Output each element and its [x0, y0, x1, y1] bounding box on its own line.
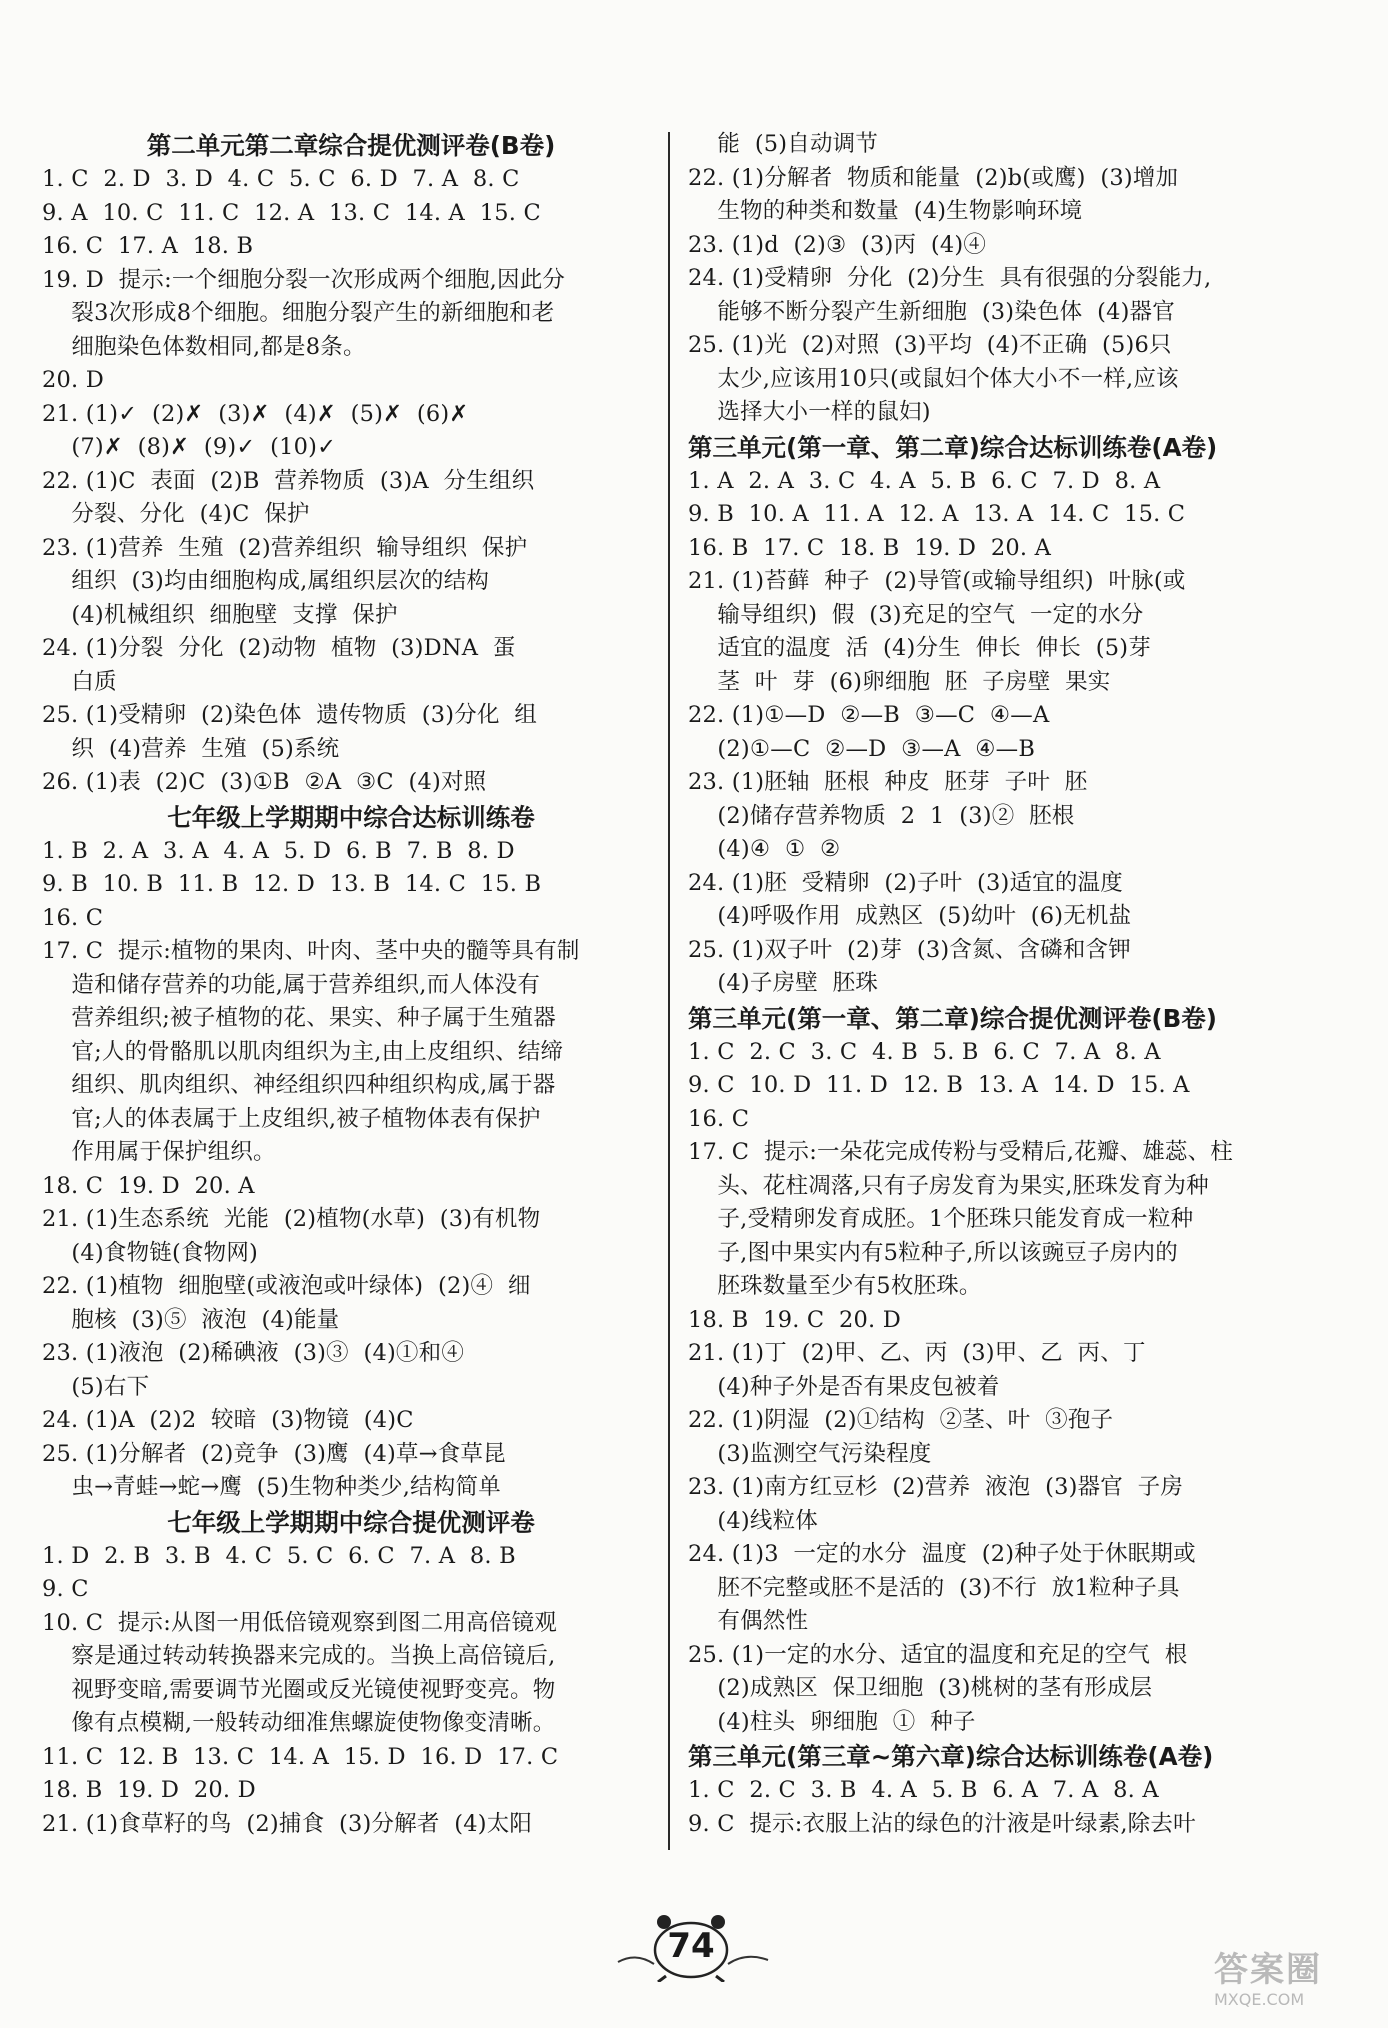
answer-line: 10. C 提示:从图一用低倍镜观察到图二用高倍镜观 — [42, 1609, 557, 1636]
answer-line: 9. C 10. D 11. D 12. B 13. A 14. D 15. A — [688, 1072, 1190, 1098]
answer-line: 9. B 10. B 11. B 12. D 13. B 14. C 15. B — [42, 871, 542, 897]
left-column — [42, 128, 660, 1841]
answer-line: 细胞染色体数相同,都是8条。 — [42, 333, 366, 360]
answer-line: (4)柱头 卵细胞 ① 种子 — [688, 1708, 976, 1735]
answer-line: 25. (1)双子叶 (2)芽 (3)含氮、含磷和含钾 — [688, 936, 1131, 963]
answer-line: 18. B 19. C 20. D — [688, 1306, 902, 1333]
answer-line: (2)成熟区 保卫细胞 (3)桃树的茎有形成层 — [688, 1675, 1153, 1701]
answer-line: 20. D — [42, 367, 104, 393]
answer-line: 21. (1)苔藓 种子 (2)导管(或输导组织) 叶脉(或 — [688, 568, 1186, 594]
answer-line: 18. B 19. D 20. D — [42, 1777, 256, 1803]
answer-line: 22. (1)植物 细胞壁(或液泡或叶绿体) (2)④ 细 — [42, 1273, 531, 1299]
answer-line: (4)种子外是否有果皮包被着 — [688, 1373, 1000, 1400]
answer-line: 16. B 17. C 18. B 19. D 20. A — [688, 534, 1052, 561]
column-divider — [668, 132, 670, 1850]
answer-line: 分裂、分化 (4)C 保护 — [42, 501, 310, 527]
watermark-logo: 答案圈 MXQE.COM — [1214, 1950, 1322, 2009]
answer-line: 9. B 10. A 11. A 12. A 13. A 14. C 15. C — [688, 501, 1186, 527]
answer-line: 24. (1)A (2)2 较暗 (3)物镜 (4)C — [42, 1407, 414, 1433]
answer-line: 官;人的骨骼肌以肌肉组织为主,由上皮组织、结缔 — [42, 1038, 564, 1065]
section-heading: 第三单元(第一章、第二章)综合提优测评卷(B卷) — [688, 1003, 1217, 1033]
answer-line: 察是通过转动转换器来完成的。当换上高倍镜后, — [42, 1643, 556, 1669]
answer-line: 胚不完整或胚不是活的 (3)不行 放1粒种子具 — [688, 1574, 1180, 1601]
answer-line: 9. A 10. C 11. C 12. A 13. C 14. A 15. C — [42, 199, 541, 226]
answer-line: 19. D 提示:一个细胞分裂一次形成两个细胞,因此分 — [42, 266, 566, 293]
answer-line: 24. (1)分裂 分化 (2)动物 植物 (3)DNA 蛋 — [42, 635, 516, 661]
answer-line: 胞核 (3)⑤ 液泡 (4)能量 — [42, 1306, 340, 1333]
answer-line: 适宜的温度 活 (4)分生 伸长 伸长 (5)芽 — [688, 635, 1151, 661]
right-column — [688, 128, 1328, 1841]
answer-line: 太少,应该用10只(或鼠妇个体大小不一样,应该 — [688, 365, 1179, 392]
answer-line: (5)右下 — [42, 1373, 150, 1400]
answer-line: 能 (5)自动调节 — [688, 131, 879, 157]
answer-line: 输导组织) 假 (3)充足的空气 一定的水分 — [688, 601, 1144, 628]
answer-line: 22. (1)C 表面 (2)B 营养物质 (3)A 分生组织 — [42, 467, 535, 494]
answer-line: 17. C 提示:植物的果肉、叶肉、茎中央的髓等具有制 — [42, 938, 580, 964]
answer-line: 1. C 2. D 3. D 4. C 5. C 6. D 7. A 8. C — [42, 166, 520, 192]
answer-line: 白质 — [42, 668, 117, 695]
answer-line: 官;人的体表属于上皮组织,被子植物体表有保护 — [42, 1105, 541, 1132]
answer-line: 22. (1)①—D ②—B ③—C ④—A — [688, 702, 1050, 728]
section-heading: 第二单元第二章综合提优测评卷(B卷) — [146, 131, 556, 160]
answer-line: 17. C 提示:一朵花完成传粉与受精后,花瓣、雄蕊、柱 — [688, 1139, 1233, 1165]
answer-line: 21. (1)生态系统 光能 (2)植物(水草) (3)有机物 — [42, 1206, 541, 1232]
answer-line: 营养组织;被子植物的花、果实、种子属于生殖器 — [42, 1005, 556, 1031]
section-heading: 七年级上学期期中综合提优测评卷 — [167, 1507, 535, 1537]
answer-line: (4)④ ① ② — [688, 836, 841, 862]
page-number: 74 — [667, 1926, 715, 1966]
answer-line: 生物的种类和数量 (4)生物影响环境 — [688, 198, 1083, 224]
section-heading: 第三单元(第一章、第二章)综合达标训练卷(A卷) — [688, 432, 1218, 462]
answer-line: 25. (1)一定的水分、适宜的温度和充足的空气 根 — [688, 1641, 1188, 1668]
answer-line: 胚珠数量至少有5枚胚珠。 — [688, 1273, 982, 1299]
answer-line: 23. (1)液泡 (2)稀碘液 (3)③ (4)①和④ — [42, 1340, 465, 1366]
answer-line: (2)①—C ②—D ③—A ④—B — [688, 735, 1036, 762]
answer-line: 24. (1)受精卵 分化 (2)分生 具有很强的分裂能力, — [688, 265, 1212, 291]
answer-line: 22. (1)分解者 物质和能量 (2)b(或鹰) (3)增加 — [688, 164, 1179, 191]
answer-line: 23. (1)南方红豆杉 (2)营养 液泡 (3)器官 子房 — [688, 1474, 1184, 1500]
answer-line: 视野变暗,需要调节光圈或反光镜使视野变亮。物 — [42, 1676, 556, 1703]
answer-line: (3)监测空气污染程度 — [688, 1440, 932, 1467]
answer-line: 9. C 提示:衣服上沾的绿色的汁液是叶绿素,除去叶 — [688, 1810, 1196, 1837]
answer-line: 23. (1)胚轴 胚根 种皮 胚芽 子叶 胚 — [688, 769, 1088, 795]
answer-line: 能够不断分裂产生新细胞 (3)染色体 (4)器官 — [688, 298, 1175, 325]
section-heading: 第三单元(第三章~第六章)综合达标训练卷(A卷) — [688, 1742, 1214, 1771]
answer-line: 16. C — [688, 1105, 750, 1132]
answer-line: 25. (1)光 (2)对照 (3)平均 (4)不正确 (5)6只 — [688, 332, 1172, 358]
answer-line: 组织、肌肉组织、神经组织四种组织构成,属于器 — [42, 1072, 556, 1098]
answer-line: 有偶然性 — [688, 1608, 809, 1634]
answer-line: 18. C 19. D 20. A — [42, 1172, 255, 1199]
answer-line: 造和储存营养的功能,属于营养组织,而人体没有 — [42, 971, 541, 998]
answer-line: 像有点模糊,一般转动细准焦螺旋使物像变清晰。 — [42, 1710, 556, 1736]
answer-line: 21. (1)✓ (2)✗ (3)✗ (4)✗ (5)✗ (6)✗ — [42, 400, 469, 427]
answer-line: (4)呼吸作用 成熟区 (5)幼叶 (6)无机盐 — [688, 903, 1132, 929]
answer-line: (4)子房壁 胚珠 — [688, 970, 879, 996]
answer-line: 25. (1)分解者 (2)竞争 (3)鹰 (4)草→食草昆 — [42, 1440, 506, 1467]
answer-line: 24. (1)3 一定的水分 温度 (2)种子处于休眠期或 — [688, 1541, 1196, 1567]
answer-line: 16. C 17. A 18. B — [42, 233, 254, 259]
answer-line: 茎 叶 芽 (6)卵细胞 胚 子房壁 果实 — [688, 668, 1111, 695]
page-number-badge — [606, 1912, 782, 1982]
answer-line: 16. C — [42, 904, 104, 931]
answer-line: 织 (4)营养 生殖 (5)系统 — [42, 735, 340, 762]
answer-line: 24. (1)胚 受精卵 (2)子叶 (3)适宜的温度 — [688, 869, 1123, 896]
answer-line: 选择大小一样的鼠妇) — [688, 399, 931, 425]
answer-line: (4)食物链(食物网) — [42, 1239, 259, 1266]
answer-line: (4)机械组织 细胞壁 支撑 保护 — [42, 601, 398, 628]
answer-line: (4)线粒体 — [688, 1507, 818, 1534]
answer-line: 26. (1)表 (2)C (3)①B ②A ③C (4)对照 — [42, 769, 487, 795]
answer-line: 1. D 2. B 3. B 4. C 5. C 6. C 7. A 8. B — [42, 1542, 516, 1569]
answer-line: 23. (1)营养 生殖 (2)营养组织 输导组织 保护 — [42, 534, 528, 561]
answer-line: 1. C 2. C 3. B 4. A 5. B 6. A 7. A 8. A — [688, 1777, 1159, 1803]
answer-line: 作用属于保护组织。 — [42, 1139, 276, 1165]
answer-line: 1. C 2. C 3. C 4. B 5. B 6. C 7. A 8. A — [688, 1038, 1161, 1065]
answer-line: 子,受精卵发育成胚。1个胚珠只能发育成一粒种 — [688, 1206, 1194, 1232]
answer-line: 21. (1)丁 (2)甲、乙、丙 (3)甲、乙 丙、丁 — [688, 1340, 1146, 1366]
answer-line: 23. (1)d (2)③ (3)丙 (4)④ — [688, 231, 987, 258]
section-heading: 七年级上学期期中综合达标训练卷 — [167, 802, 535, 832]
answer-line: 组织 (3)均由细胞构成,属组织层次的结构 — [42, 568, 490, 594]
answer-line: 虫→青蛙→蛇→鹰 (5)生物种类少,结构简单 — [42, 1474, 501, 1500]
answer-line: 25. (1)受精卵 (2)染色体 遗传物质 (3)分化 组 — [42, 702, 538, 728]
answer-line: 裂3次形成8个细胞。细胞分裂产生的新细胞和老 — [42, 300, 555, 326]
answer-line: 子,图中果实内有5粒种子,所以该豌豆子房内的 — [688, 1239, 1178, 1266]
answer-line: 21. (1)食草籽的鸟 (2)捕食 (3)分解者 (4)太阳 — [42, 1810, 533, 1837]
answer-line: 1. B 2. A 3. A 4. A 5. D 6. B 7. B 8. D — [42, 837, 515, 864]
answer-line: (2)储存营养物质 2 1 (3)② 胚根 — [688, 802, 1075, 829]
answer-line: 22. (1)阴湿 (2)①结构 ②茎、叶 ③孢子 — [688, 1407, 1114, 1433]
answer-line: (7)✗ (8)✗ (9)✓ (10)✓ — [42, 434, 337, 460]
answer-line: 11. C 12. B 13. C 14. A 15. D 16. D 17. C — [42, 1743, 559, 1770]
answer-line: 9. C — [42, 1576, 89, 1602]
answer-line: 头、花柱凋落,只有子房发育为果实,胚珠发育为种 — [688, 1172, 1209, 1199]
answer-line: 1. A 2. A 3. C 4. A 5. B 6. C 7. D 8. A — [688, 467, 1161, 494]
